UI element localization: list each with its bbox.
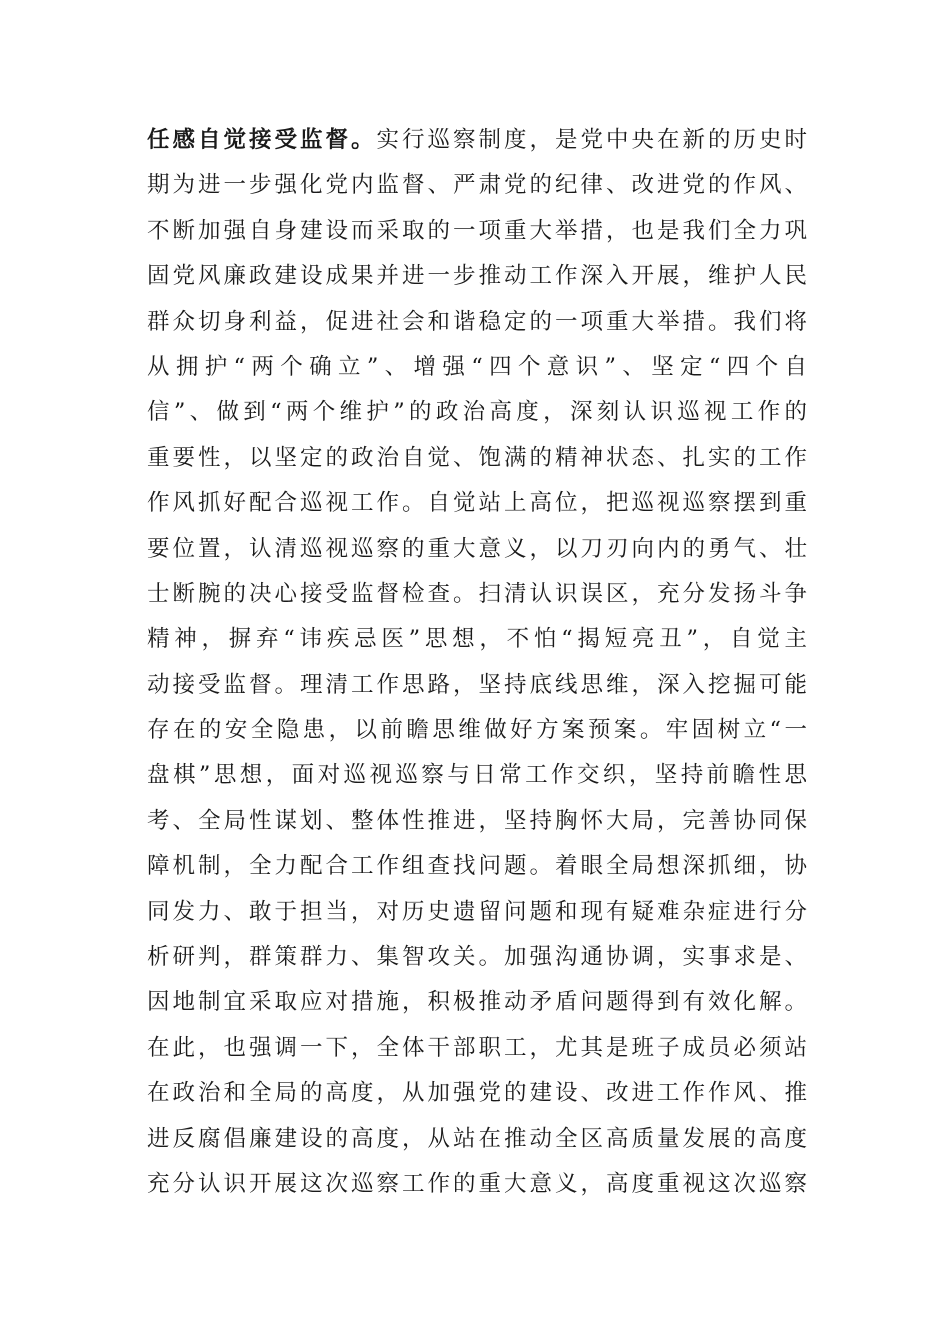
text-line: 同发力、敢于担当，对历史遗留问题和现有疑难杂症进行分	[147, 898, 807, 925]
text-line: 士断腕的决心接受监督检查。扫清认识误区，充分发扬斗争	[147, 580, 807, 607]
text-line: 固党风廉政建设成果并进一步推动工作深入开展，维护人民	[147, 263, 807, 290]
text-line: 作风抓好配合巡视工作。自觉站上高位，把巡视巡察摆到重	[147, 490, 807, 517]
text-line: 精神，摒弃“讳疾忌医”思想，不怕“揭短亮丑”，自觉主	[147, 626, 807, 653]
text-line: 在此，也强调一下，全体干部职工，尤其是班子成员必须站	[147, 1034, 807, 1061]
text-line: 信”、做到“两个维护”的政治高度，深刻认识巡视工作的	[147, 399, 807, 426]
first-line-rest: 实行巡察制度，是党中央在新的历史时	[376, 127, 807, 153]
text-line: 考、全局性谋划、整体性推进，坚持胸怀大局，完善协同保	[147, 807, 807, 834]
text-line: 不断加强自身建设而采取的一项重大举措，也是我们全力巩	[147, 217, 807, 244]
lead-phrase: 任感自觉接受监督。	[147, 127, 377, 153]
text-line: 群众切身利益，促进社会和谐稳定的一项重大举措。我们将	[147, 308, 807, 335]
text-line: 存在的安全隐患，以前瞻思维做好方案预案。牢固树立“一	[147, 717, 807, 744]
text-line: 因地制宜采取应对措施，积极推动矛盾问题得到有效化解。	[147, 989, 807, 1016]
text-line: 析研判，群策群力、集智攻关。加强沟通协调，实事求是、	[147, 944, 807, 971]
text-line: 动接受监督。理清工作思路，坚持底线思维，深入挖掘可能	[147, 671, 807, 698]
text-line: 期为进一步强化党内监督、严肃党的纪律、改进党的作风、	[147, 172, 807, 199]
text-line: 重要性，以坚定的政治自觉、饱满的精神状态、扎实的工作	[147, 444, 807, 471]
text-line-1	[147, 118, 807, 163]
body-text	[147, 118, 807, 1207]
text-line: 障机制，全力配合工作组查找问题。着眼全局想深抓细，协	[147, 853, 807, 880]
text-line: 进反腐倡廉建设的高度，从站在推动全区高质量发展的高度	[147, 1125, 807, 1152]
text-line: 在政治和全局的高度，从加强党的建设、改进工作作风、推	[147, 1080, 807, 1107]
text-line: 充分认识开展这次巡察工作的重大意义，高度重视这次巡察	[147, 1170, 807, 1197]
text-line: 盘棋”思想，面对巡视巡察与日常工作交织，坚持前瞻性思	[147, 762, 807, 789]
text-line: 从拥护“两个确立”、增强“四个意识”、坚定“四个自	[147, 353, 807, 380]
text-line: 要位置，认清巡视巡察的重大意义，以刀刃向内的勇气、壮	[147, 535, 807, 562]
